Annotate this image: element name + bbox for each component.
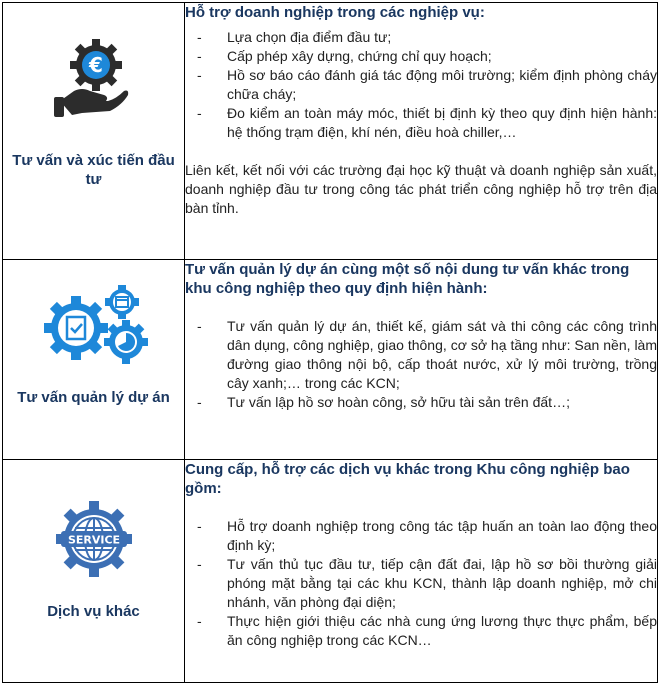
- services-table: [2, 2, 658, 683]
- service-title: Tư vấn và xúc tiến đầu tư: [12, 152, 175, 188]
- content-cell: [185, 3, 658, 260]
- service-title: Dịch vụ khác: [47, 603, 140, 620]
- content-cell: [185, 460, 658, 683]
- list-item: - Tư vấn thủ tục đầu tư, tiếp cận đất đai, lập hồ sơ bồi thường giải phóng mặt bằng tại các khu KCN, thành lập doanh nghiệp, mở chi nhánh, văn phòng đại diện;: [197, 556, 657, 610]
- svg-text:€: €: [88, 53, 103, 77]
- service-title: Tư vấn quản lý dự án: [17, 389, 170, 406]
- content-cell: [185, 260, 658, 460]
- service-cell: [3, 260, 185, 460]
- list-item: - Cấp phép xây dựng, chứng chỉ quy hoạch;: [197, 48, 492, 64]
- svg-text:SERVICE: SERVICE: [67, 533, 120, 547]
- item-list: [185, 517, 657, 650]
- section-heading: Tư vấn quản lý dự án cùng một số nội dung tư vấn khác trong khu công nghiệp theo quy định hiện hành:: [185, 261, 630, 297]
- list-item: - Tư vấn quản lý dự án, thiết kế, giám sát và thi công các công trình dân dụng, công nghiệp, giao thông, cơ sở hạ tầng như: San nền, làm đường giao thông nội bộ, cấp thoát nước, xử lý môi trường, trồng cây xanh;… trong các KCN;: [197, 318, 657, 391]
- service-gear-globe-icon: [3, 498, 184, 580]
- list-item: - Hồ sơ báo cáo đánh giá tác động môi trường; kiểm định phòng cháy chữa cháy;: [197, 67, 657, 102]
- section-heading: Hỗ trợ doanh nghiệp trong các nghiệp vụ:: [185, 4, 485, 21]
- table-row: [3, 3, 658, 260]
- section-paragraph: Liên kết, kết nối với các trường đại học kỹ thuật và doanh nghiệp sản xuất, doanh nghiệp đầu tư trong công tác phát triển công nghiệp hỗ trợ trên địa bàn tỉnh.: [185, 162, 657, 216]
- list-item: - Lựa chọn địa điểm đầu tư;: [197, 29, 392, 45]
- list-item: - Tư vấn lập hồ sơ hoàn công, sở hữu tài sản trên đất…;: [197, 394, 570, 410]
- list-item: - Đo kiểm an toàn máy móc, thiết bị định kỳ theo quy định hiện hành: hệ thống trạm điện, khí nén, điều hoà chiller,…: [197, 105, 657, 140]
- hand-gear-euro-icon: [3, 35, 184, 119]
- section-heading: Cung cấp, hỗ trợ các dịch vụ khác trong Khu công nghiệp bao gồm:: [185, 461, 630, 497]
- item-list: [185, 28, 657, 142]
- service-cell: [3, 460, 185, 683]
- project-gears-icon: [3, 282, 184, 368]
- item-list: [185, 317, 657, 412]
- list-item: - Hỗ trợ doanh nghiệp trong công tác tập huấn an toàn lao động theo định kỳ;: [197, 518, 657, 553]
- list-item: - Thực hiện giới thiệu các nhà cung ứng lương thực thực phẩm, bếp ăn công nghiệp trong các KCN…: [197, 613, 657, 648]
- service-cell: [3, 3, 185, 260]
- table-row: [3, 260, 658, 460]
- table-row: [3, 460, 658, 683]
